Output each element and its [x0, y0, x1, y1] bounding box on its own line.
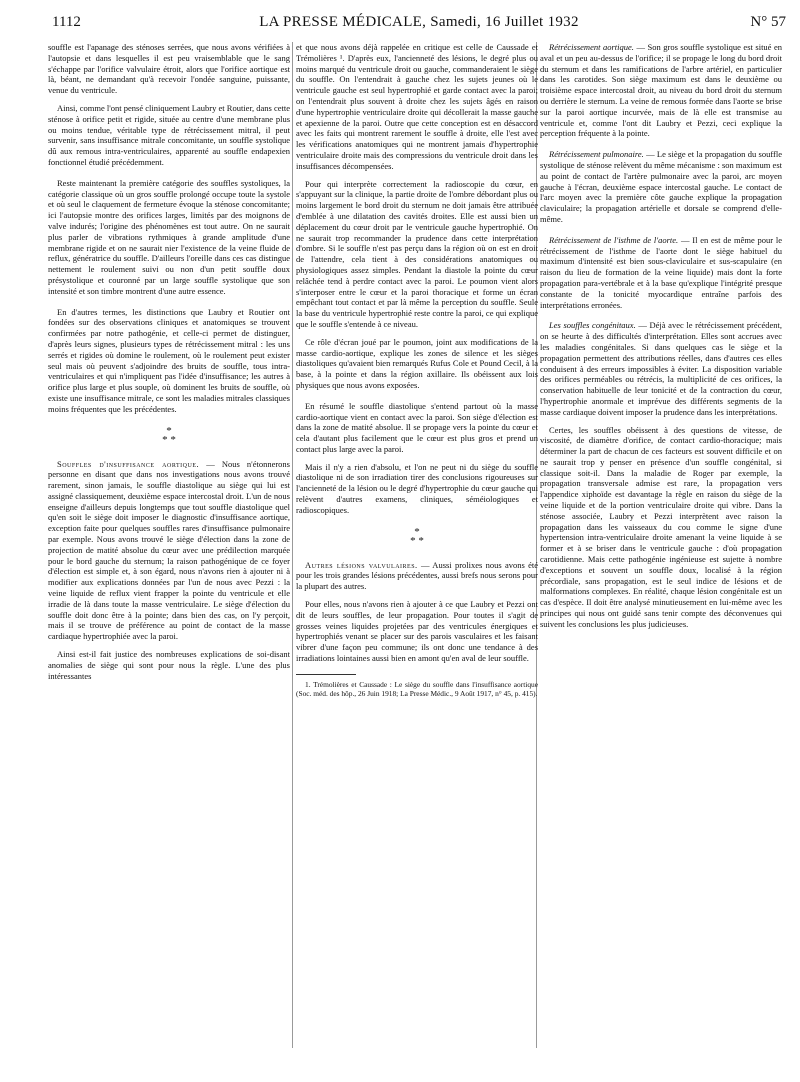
footnote: 1. Trémolières et Caussade : Le siège du souffle dans l'insuffisance aortique (Soc. méd. des hôp., 26 Juin 1918; La Presse Médic., 9 Août 1917, n° 45, p. 415).	[296, 679, 538, 698]
section-heading: Souffles d'insuffisance aortique.	[57, 458, 200, 469]
paragraph: Ainsi est-il fait justice des nombreuses explications de soi-disant anomalies de siège qui sont pour nous la règle. L'une des plus intéressantes	[48, 649, 290, 681]
section-heading: Rétrécissement aortique.	[549, 42, 634, 52]
paragraph: souffle est l'apanage des sténoses serrées, que nous avons vérifiées à l'autopsie et dans lesquelles il est peu vraisemblable que le sang s'échappe par l'orifice valvulaire étroit, alors que l'orifice aortique est là, béant, ne demandant qu'à recevoir l'ondée sanguine, puissante, venue du ventricule.	[48, 42, 290, 96]
paragraph: Mais il n'y a rien d'absolu, et l'on ne peut ni du siège du souffle diastolique ni de son irradiation tirer des conclusions rigoureuses sur l'ancienneté de la lésion ou le degré d'hypertrophie du cœur gauche qui relèvent d'autres examens, cliniques, séméiologiques et radioscopiques.	[296, 461, 538, 515]
paragraph-with-heading	[540, 149, 782, 225]
paragraph-with-heading	[540, 42, 782, 139]
paragraph: Pour elles, nous n'avons rien à ajouter à ce que Laubry et Pezzi ont dit de leurs souffles, de leur propagation. Pour toutes il s'agit de grosses veines liquides projetées par des ventricules énergiques et hypertrophiés venant se placer sur des parois vasculaires et les faisant vibrer d'une façon peu commune; ils ont donc une tendance à des irradiations lointaines aussi bien en amont qu'en aval de leur souffle.	[296, 599, 538, 664]
journal-title: LA PRESSE MÉDICALE, Samedi, 16 Juillet 1932	[259, 14, 579, 30]
paragraph-with-heading	[540, 320, 782, 417]
paragraph: En d'autres termes, les distinctions que Laubry et Routier ont fondées sur des observations cliniques et anatomiques se trouvent confirmées par notre pathogénie, et celle-ci permet de distinguer, d'après leurs signes, plusieurs types de rétrécissement mitral : les uns serrés et rigides où domine le roulement, où le roulement peut exister seul mais où peuvent s'adjoindre des bruits de souffle, tous intra-ventriculaires et qui n'impliquent pas l'idée d'insuffisance; les autres à orifice plus large et plus souple, où dominent les bruits de souffle, où existe une insuffisance mitrale, ce sont les maladies mitrales classiques moins fréquentes que les précédentes.	[48, 306, 290, 414]
paragraph: Reste maintenant la première catégorie des souffles systoliques, la catégorie classique où un gros souffle prolongé occupe toute la systole et où seul le claquement de fermeture évoque la sténose concomitante; ici l'autopsie montre des orifices larges, limités par des moignons de valve indurés; l'origine des phénomènes est tout autre. On ne saurait plus parler de vibrations rythmiques à grande amplitude d'une membrane rigide et on ne saurait nier l'existence de la veine fluide de reflux, génératrice du souffle. D'ailleurs l'oreille dans ces cas distingue nettement le roulement suivi ou non d'un petit souffle doux présystolique et couronné par un large souffle systolique que son intensité et son timbre montrent d'une autre essence.	[48, 177, 290, 296]
paragraph: Pour qui interprète correctement la radioscopie du cœur, en s'appuyant sur la clinique, la partie droite de l'ombre débordant plus ou moins largement le bord droit du sternum ne doit jamais être attribuée d'emblée à une dilatation des cavités droites. Elle est aussi bien un déplacement du cœur droit par le ventricule gauche hypertrophié. On ne saurait trop recommander la prudence dans cette interprétation d'ombre. Si le souffle n'est pas perçu dans la région où on est en droit de l'attendre, cela tient à des considérations anatomiques ou physiologiques assez simples. Pendant la diastole la pointe du cœur relâchée tend à perdre contact avec la paroi. Le poumon vient alors s'interposer entre le cœur et la paroi thoracique et forme un écran empêchant tout contact et par là même la perception du souffle. Seule la base du ventricule hypertrophié reste contre la paroi, ce qui explique que le souffle s'entende à ce niveau.	[296, 178, 538, 329]
page-number: 1112	[52, 14, 81, 30]
paragraph-text: — Son gros souffle systolique est situé en aval et un peu au-dessus de l'orifice; il se propage le long du bord droit du sternum et dans les ramifications de l'arbre artériel, en particulier dans les carotides. Son siège maximum est dans le deuxième ou troisième espace intercostal droit, au niveau du bord droit du sternum ou derrière le sternum. La veine de remous formée dans l'aorte se brise sur la paroi aortique incurvée, mais de là elle est transmise au ventricule et, comme l'ont dit Laubry et Pezzi, ceci explique la perception fréquente à la pointe.	[540, 42, 783, 139]
section-divider-stars: * * *	[410, 525, 424, 547]
paragraph-with-heading	[540, 235, 782, 311]
paragraph: En résumé le souffle diastolique s'entend partout où la masse cardio-aortique vient en contact avec la paroi. Son siège d'élection est dans la zone de matité absolue. Il se propage vers la pointe du cœur et cela d'autant plus facilement que le cœur est plus gros et prend un contact plus large avec la paroi.	[296, 400, 538, 454]
paragraph-text: — Il en est de même pour le rétrécissement de l'isthme de l'aorte dont le siège habituel du maximum d'intensité est bien sous-claviculaire et sus-scapulaire (en raison du lieu de formation de la veine liquide) mais dont la forte propagation para-vertébrale et à la base qu'explique l'intégrité presque constante de la tonicité myocardique entraîne parfois des interprétations erronées.	[540, 234, 783, 310]
column-rule-left	[292, 42, 293, 1048]
paragraph: Ainsi, comme l'ont pensé cliniquement Laubry et Routier, dans cette sténose à orifice petit et rigide, située au centre d'une membrane plus ou moins tendue, véritable type de rétrécissement mitral, il peut survenir, sans insuffisance mitrale concomitante, un souffle systolique dû aux remous intra-ventriculaires, apparenté au souffle endapexien fonctionnel étudié précédemment.	[48, 102, 290, 167]
section-heading: Autres lésions valvulaires.	[305, 559, 418, 570]
section-heading: Rétrécissement pulmonaire.	[549, 149, 644, 160]
issue-number: N° 57	[750, 14, 786, 30]
footnote-rule	[296, 674, 356, 675]
page-header	[52, 14, 786, 38]
column-3	[540, 42, 782, 637]
section-heading: Les souffles congénitaux.	[549, 320, 636, 331]
paragraph-text: — Le siège et la propagation du souffle systolique de sténose relèvent du même mécanisme : son maximum est au point de contact de l'artère pulmonaire avec la paroi, arc moyen gauche à l'écran, deuxième espace intercostal gauche. Le contact de l'arc moyen avec la première côte gauche explique la propagation claviculaire; la propagation artérielle et dorsale se comprend d'elle-même.	[540, 149, 782, 224]
paragraph: Ce rôle d'écran joué par le poumon, joint aux modifications de la masse cardio-aortique, explique les zones de silence et les sièges diastoliques qu'avaient bien remarqués Rufus Cole et Pound Cecil, à la base, à la pointe et dans la région axillaire. Ils obéissent aux lois physiques que nous avons exposées.	[296, 336, 538, 390]
column-2	[296, 42, 538, 705]
paragraph: et que nous avons déjà rappelée en critique est celle de Caussade et Trémolières ¹. D'après eux, l'ancienneté des lésions, le degré plus ou moins marqué du ventricule droit ou gauche, commanderaient le siège du souffle. On l'entendrait à gauche chez les sujets jeunes où le ventricule gauche est seul hypertrophié et garde contact avec la paroi; on l'entendrait plus souvent à droite chez les sujets âgés en raison d'une hypertrophie ventriculaire droite qui décollerait la masse gauche et apexienne de la paroi. Outre que cette conception est en désaccord avec les faits qui montrent rarement le souffle à droite, elle l'est avec les vérifications anatomiques qui ne montrent jamais d'hypertrophie ventriculaire droite mais des compressions du ventricule droit dans les insuffisances décompensées.	[296, 42, 538, 171]
paragraph-with-heading	[296, 560, 538, 592]
paragraph-text: — Aussi prolixes nous avons été pour les trois grandes lésions précédentes, aussi brefs nous serons pour la plupart des autres.	[296, 559, 539, 592]
paragraph: Certes, les souffles obéissent à des questions de vitesse, de viscosité, de diamètre d'orifice, de contact cardio-thoracique; mais déterminer la part de chacun de ces facteurs est souvent difficile et on ne saurait trop y penser en présence d'un souffle congénital, si classique soit-il. Dans la maladie de Roger par exemple, la propagation transversale admise est rare, la propagation vers l'appendice xiphoïde est davantage la règle en raison du siège de la veine liquide et de la portion ventriculaire droite qui vibre. Dans la sténose associée, Laubry et Pezzi interprètent avec raison la propagation dans les vaisseaux du cou comme le signe d'une hypertension intra-ventriculaire droite amenant la veine liquide à se former et à se briser dans le ventricule gauche : d'où propagation carotidienne. Mais cette pathogénie ingénieuse est sujette à nombre d'exceptions et souvent un souffle doux, localisé à la région précordiale, sans propagation, est le seul indice de lésions et de malformations complexes. En réalité, chaque lésion congénitale est un cas d'espèce. Il doit être analysé minutieusement en lui-même avec les principes qui nous ont guidé sans tenir compte des déconvenues qui suivent les conclusions les plus judicieuses.	[540, 424, 782, 629]
section-heading: Rétrécissement de l'isthme de l'aorte.	[549, 234, 679, 245]
paragraph-text: — Déjà avec le rétrécissement précédent, on se heurte à des difficultés d'interprétation. Elles sont accrues avec les maladies congénitales. Si dans quelques cas le siège et la propagation permettent des attributions réelles, dans d'autres ces elles conduisent à des erreurs impossibles à éviter. La disposition variable des orifices perméables ou rétrécis, la multiplicité de ces orifices, la conservation habituelle de leur tonicité et de la contraction du cœur, l'hypertrophie anormale et imprévue des différents segments de la masse cardiaque doivent imposer la prudence dans les interprétations.	[540, 320, 783, 417]
paragraph-text: — Nous n'étonnerons personne en disant que dans nos investigations nous avons trouvé rarement, sinon jamais, le souffle diastolique au siège qui lui est assigné classiquement, deuxième espace intercostal droit. L'un de nous enseigne d'ailleurs depuis longtemps que tout souffle diastolique quel qu'en soit le siège doit imposer le diagnostic d'insuffisance aortique, exception faite pour quelques souffles rares d'insuffisance pulmonaire par exemple. Nous avons trouvé le siège d'élection dans la zone de projection de matité absolue du cœur avec une prédilection marquée pour le bord gauche du sternum; la raison pathogénique de ce foyer d'élection est simple et, à son égard, nous n'avons rien à ajouter ni à modifier aux explications données par l'un de nous avec Pezzi : la veine liquide de reflux vient frapper la pointe du ventricule et elle irradie de là dans toute la masse ventriculaire. Le siège d'élection du souffle doit donc être à la pointe; dans bien des cas, on l'y perçoit, mais il se trouve de préférence au point de contact de la masse cardiaque hypertrophiée avec la paroi.	[48, 458, 290, 642]
column-1	[48, 42, 290, 688]
paragraph-with-heading	[48, 459, 290, 643]
section-divider-stars: * * *	[162, 424, 176, 446]
